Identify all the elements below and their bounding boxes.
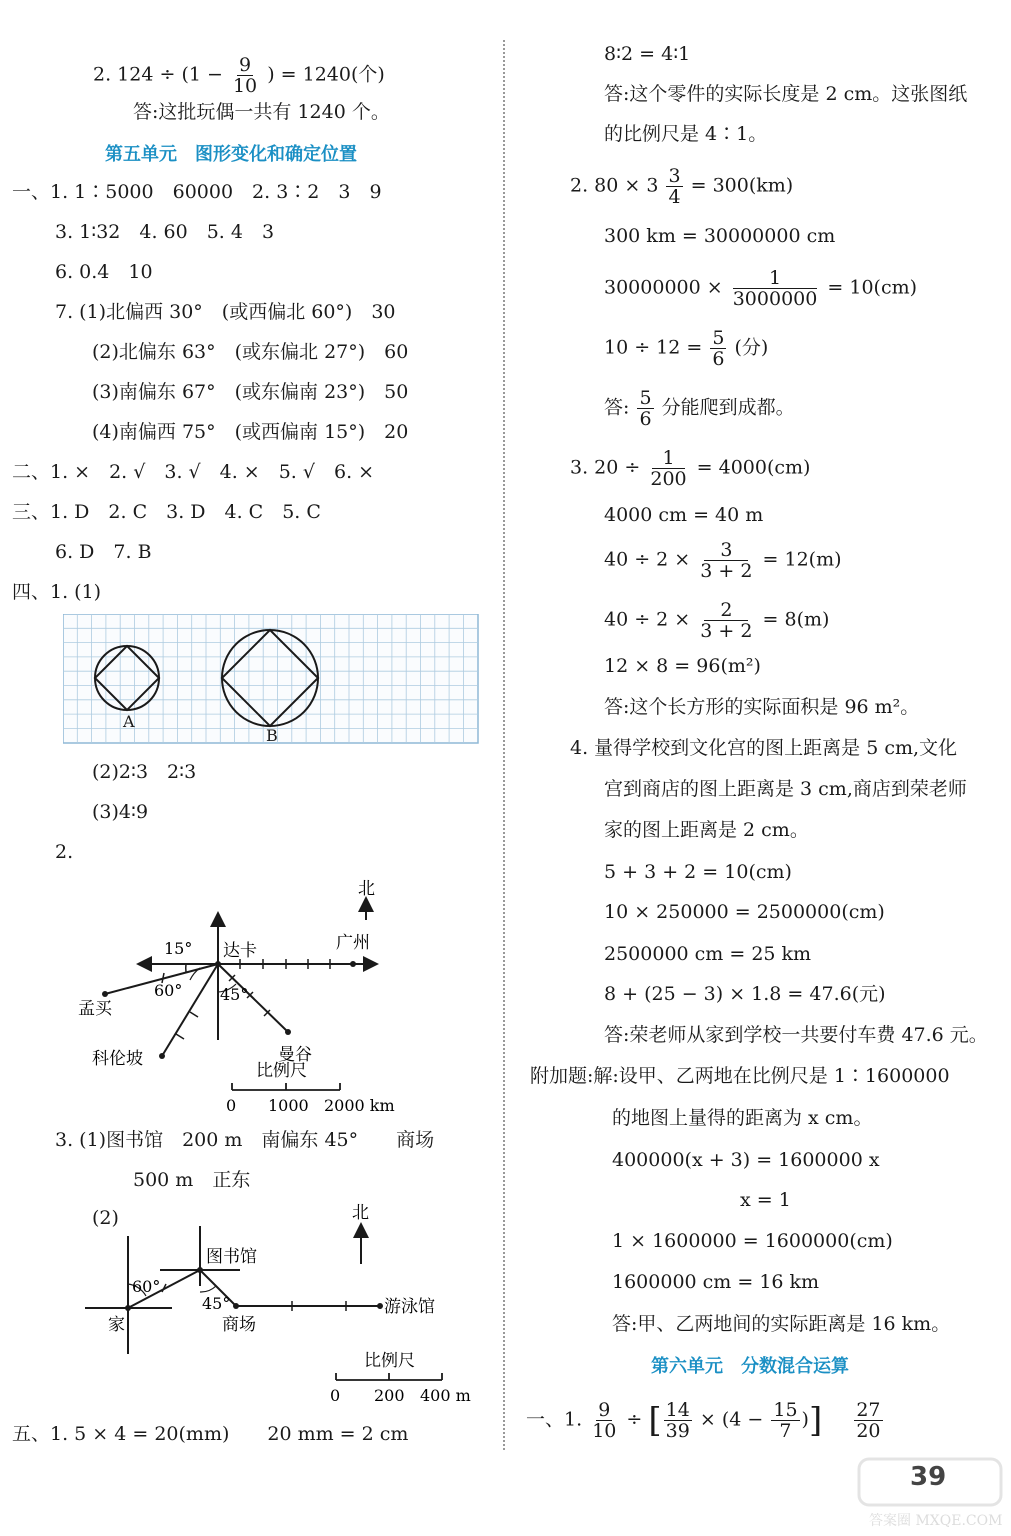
- right-line: 答:甲、乙两地间的实际距离是 16 km。: [612, 1313, 951, 1335]
- right-line: 一、1. $\frac{9}{10}$ ÷ [ $\frac{14}{39}$ × (4 − $\frac{15}{7}$ )] $\frac{27}{20}$: [526, 1399, 881, 1442]
- direction-map-1: [60, 870, 480, 1120]
- right-line: 的地图上量得的距离为 x cm。: [612, 1107, 873, 1129]
- colombo-label: 科伦坡: [92, 1049, 143, 1069]
- section-1-line: 6. 0.4 10: [55, 261, 153, 283]
- label-a: A: [123, 712, 135, 731]
- right-line: 1600000 cm = 16 km: [612, 1271, 820, 1293]
- right-line: 答:这个零件的实际长度是 2 cm。这张图纸: [604, 83, 968, 105]
- scale2-tick-1: 200: [374, 1386, 405, 1405]
- right-line: 8 + (25 − 3) × 1.8 = 47.6(元): [604, 983, 886, 1005]
- section-1-line: 3. 1∶32 4. 60 5. 4 3: [55, 221, 275, 243]
- scale-tick-0: 0: [226, 1096, 237, 1115]
- section-4-line: (3)4∶9: [92, 801, 149, 823]
- right-line: 10 × 250000 = 2500000(cm): [604, 901, 885, 923]
- right-line: 8∶2 = 4∶1: [604, 43, 691, 65]
- scale-tick-1: 1000: [268, 1096, 309, 1115]
- answer-line: 答:这批玩偶一共有 1240 个。: [133, 101, 390, 123]
- right-line: 家的图上距离是 2 cm。: [604, 819, 809, 841]
- scale2-tick-2: 400 m: [420, 1386, 471, 1405]
- section-4-line: (2)2∶3 2∶3: [92, 761, 197, 783]
- pool-label: 游泳馆: [384, 1297, 435, 1317]
- right-line: 400000(x + 3) = 1600000 x: [612, 1149, 880, 1171]
- svg-text:答案圈 MXQE.COM: 答案圈 MXQE.COM: [869, 1513, 1003, 1529]
- section-1-line: (3)南偏东 67° (或东偏南 23°) 50: [92, 381, 409, 403]
- bangkok-label: 曼谷: [278, 1045, 312, 1065]
- scale-title: 比例尺: [256, 1061, 307, 1081]
- mall-label: 商场: [222, 1315, 256, 1335]
- scale-title-2: 比例尺: [364, 1351, 415, 1371]
- mumbai-label: 孟买: [78, 999, 112, 1019]
- angle-45-b: 45°: [202, 1294, 231, 1313]
- daka-label: 达卡: [223, 941, 257, 961]
- north-label-2: 北: [352, 1203, 369, 1223]
- right-line: 4. 量得学校到文化宫的图上距离是 5 cm,文化: [570, 737, 958, 759]
- section-4-line: (2): [92, 1207, 119, 1229]
- column-divider: [503, 40, 505, 1450]
- right-line: 4000 cm = 40 m: [604, 504, 764, 526]
- right-line: 答:荣老师从家到学校一共要付车费 47.6 元。: [604, 1024, 988, 1046]
- angle-15: 15°: [164, 939, 193, 958]
- section-4-line: 2.: [55, 841, 74, 863]
- right-line: 的比例尺是 4∶1。: [604, 123, 768, 145]
- section-3-line: 三、1. D 2. C 3. D 4. C 5. C: [12, 501, 321, 523]
- right-line: 10 ÷ 12 = $\frac{5}{6}$ (分): [604, 327, 769, 370]
- section-1-line: (2)北偏东 63° (或东偏北 27°) 60: [92, 341, 409, 363]
- section-1-line: (4)南偏西 75° (或西偏南 15°) 20: [92, 421, 409, 443]
- section-1-line: 7. (1)北偏西 30° (或西偏北 60°) 30: [55, 301, 396, 323]
- right-line: 1 × 1600000 = 1600000(cm): [612, 1230, 893, 1252]
- unit-5-heading: 第五单元 图形变化和确定位置: [105, 144, 357, 165]
- right-line: 40 ÷ 2 × $\frac{2}{3 + 2}$ = 8(m): [604, 599, 830, 642]
- unit-6-heading: 第六单元 分数混合运算: [651, 1356, 849, 1377]
- right-line: 2. 80 × 3 $\frac{3}{4}$ = 300(km): [570, 165, 794, 208]
- angle-45: 45°: [220, 985, 249, 1004]
- page-number: 39: [910, 1462, 947, 1492]
- angle-60-b: 60°: [132, 1277, 161, 1296]
- section-4-line: 3. (1)图书馆 200 m 南偏东 45° 商场: [55, 1129, 435, 1151]
- calc-line: 2. 124 ÷ (1 − $\frac{9}{10}$ ) = 1240(个): [93, 54, 385, 97]
- label-b: B: [266, 726, 278, 744]
- right-line: 5 + 3 + 2 = 10(cm): [604, 861, 792, 883]
- section-5-line: 五、1. 5 × 4 = 20(mm) 20 mm = 2 cm: [12, 1423, 409, 1445]
- right-line: 2500000 cm = 25 km: [604, 943, 812, 965]
- scale2-tick-0: 0: [330, 1386, 341, 1405]
- right-line: 12 × 8 = 96(m²): [604, 655, 761, 677]
- section-1-line: 一、1. 1∶5000 60000 2. 3∶2 3 9: [12, 181, 382, 203]
- north-label: 北: [358, 879, 375, 899]
- right-line: 300 km = 30000000 cm: [604, 225, 836, 247]
- right-line: 30000000 × $\frac{1}{3000000}$ = 10(cm): [604, 267, 918, 310]
- library-label: 图书馆: [206, 1247, 257, 1267]
- home-label: 家: [108, 1315, 125, 1335]
- right-line: 40 ÷ 2 × $\frac{3}{3 + 2}$ = 12(m): [604, 539, 842, 582]
- section-4-line: 四、1. (1): [12, 581, 102, 603]
- right-line: 答:这个长方形的实际面积是 96 m²。: [604, 696, 920, 718]
- scale-tick-2: 2000 km: [324, 1096, 395, 1115]
- section-3-line: 6. D 7. B: [55, 541, 152, 563]
- right-line: x = 1: [740, 1189, 791, 1211]
- right-line: 3. 20 ÷ $\frac{1}{200}$ = 4000(cm): [570, 447, 811, 490]
- grid-figure: [63, 614, 479, 744]
- direction-map-2: [80, 1196, 480, 1416]
- right-line: 宫到商店的图上距离是 3 cm,商店到荣老师: [604, 778, 967, 800]
- right-line: 答: $\frac{5}{6}$ 分能爬到成都。: [604, 387, 795, 430]
- guangzhou-label: 广州: [336, 933, 370, 953]
- right-line: 附加题:解:设甲、乙两地在比例尺是 1∶1600000: [530, 1065, 950, 1087]
- section-4-line: 500 m 正东: [133, 1169, 251, 1191]
- section-2-line: 二、1. × 2. √ 3. √ 4. × 5. √ 6. ×: [12, 461, 375, 483]
- angle-60: 60°: [154, 981, 183, 1000]
